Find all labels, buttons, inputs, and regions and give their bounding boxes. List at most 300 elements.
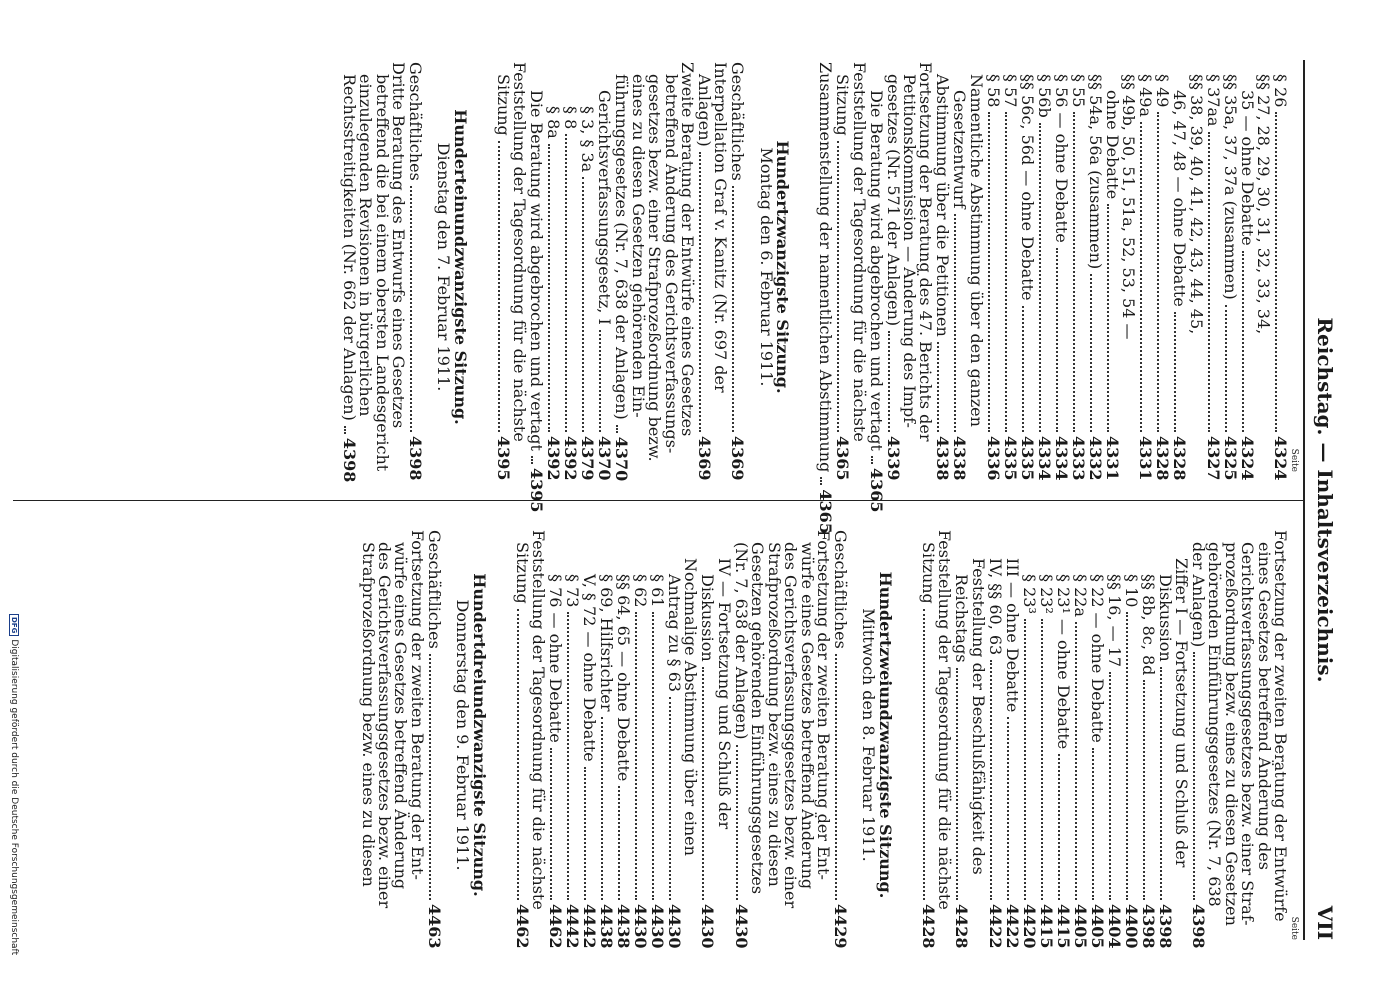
toc-entry [546, 530, 566, 949]
toc-entry [1238, 530, 1258, 940]
page-number: 4324 [1271, 436, 1290, 481]
entry-text: §§ 56c, 56d — ohne Debatte [1017, 74, 1037, 301]
leader-dots [1160, 667, 1162, 900]
entry-text: eines zu diesen Gesetzen gehörenden Ein- [628, 74, 648, 418]
page-number: 4333 [1068, 436, 1088, 481]
toc-entry [764, 530, 784, 940]
toc-entry [966, 62, 986, 472]
entry-text: Fortsetzung der Beratung des 47. Berichts der [916, 62, 936, 442]
entry-text: prozeßordnung bezw. eines zu diesen Gesetzen [1221, 542, 1241, 926]
page-number: 4331 [1102, 436, 1122, 481]
toc-column-2 [358, 530, 1299, 949]
page-number: 4415 [1036, 904, 1056, 949]
page-number: 4370 [595, 436, 615, 481]
entry-text: Fortsetzung der zweiten Beratung der Ent- [407, 530, 427, 880]
entry-text: § 49 [1153, 74, 1173, 108]
leader-dots [1041, 619, 1043, 900]
page-number: 4430 [665, 904, 685, 949]
leader-dots [565, 134, 567, 432]
entry-text: Interpellation Graf v. Kanitz (Nr. 697 der [711, 62, 731, 393]
page-number: 4339 [883, 436, 903, 481]
entry-text: §§ 8b, 8c, 8d [1138, 574, 1158, 676]
entry-text: § 56 — ohne Debatte [1051, 74, 1071, 243]
toc-entry [1173, 530, 1189, 940]
page-number: 4334 [1051, 436, 1071, 481]
session-heading: Hundertzwanzigste Sitzung. [773, 140, 793, 394]
toc-entry [1070, 530, 1090, 949]
toc-entry [1170, 62, 1190, 481]
session-heading: Hunderteinundzwanzigste Sitzung. [450, 109, 470, 425]
page-number: 4462 [546, 904, 566, 949]
leader-dots [954, 214, 956, 432]
leader-dots [990, 660, 992, 900]
toc-entry [1036, 530, 1056, 949]
toc-entry [1102, 62, 1122, 481]
toc-entry [1272, 530, 1288, 940]
leader-dots [703, 667, 705, 900]
entry-text: §§ 35a, 37, 37a (zusammen) [1220, 74, 1240, 300]
footer [0, 4, 19, 1004]
toc-entry [901, 62, 917, 472]
entry-text: führungsgesetzes (Nr. 7, 638 der Anlagen) [612, 74, 632, 420]
toc-entry [358, 530, 378, 940]
toc-entry [375, 530, 395, 940]
entry-text: Diskussion [1155, 574, 1175, 662]
entry-text: Gesetzen gehörenden Einführungsgesetzes [748, 542, 768, 895]
session-date: Donnerstag den 9. Februar 1911. [453, 599, 473, 871]
page-number: 4415 [1053, 904, 1073, 949]
entry-text: 35 — ohne Debatte [1237, 90, 1257, 246]
toc-entry [372, 62, 392, 472]
leader-dots [669, 697, 671, 900]
toc-entry [561, 62, 581, 481]
page-number: 4395 [493, 436, 513, 481]
page-number: 4325 [1220, 436, 1240, 481]
toc-entry [1254, 530, 1274, 940]
entry-text: Sitzung [512, 542, 532, 604]
toc-entry [1237, 62, 1257, 481]
page-number: 4398 [406, 436, 426, 481]
entry-text: Feststellung der Tagesordnung für die nächste [849, 62, 869, 442]
leader-dots [429, 654, 431, 900]
toc-entry [1220, 62, 1240, 481]
toc-entry [918, 530, 938, 949]
leader-dots [1022, 306, 1024, 432]
leader-dots [937, 342, 939, 432]
entry-text: § 56b [1034, 74, 1054, 118]
session-date: Montag den 6. Februar 1911. [756, 147, 776, 387]
page-number: 4422 [1002, 904, 1022, 949]
entry-text: §§ 49b, 50, 51, 51a, 52, 53, 54 — [1119, 74, 1139, 340]
entry-text: der Anlagen) [1188, 542, 1208, 648]
toc-entry [1138, 530, 1158, 949]
toc-entry [1188, 530, 1208, 949]
toc-entry [661, 62, 681, 472]
entry-text: Reichstags [952, 574, 972, 663]
toc-entry [612, 62, 632, 482]
entry-text: § 23¹ — ohne Debatte [1053, 574, 1073, 750]
toc-entry [529, 530, 549, 940]
toc-entry [748, 530, 768, 940]
toc-entry [493, 62, 513, 481]
entry-text: einzulegenden Revisionen in bürgerlichen [356, 74, 376, 417]
page-number: 4429 [830, 904, 850, 949]
entry-text: würfe eines Gesetzes betreffend Änderung [391, 542, 411, 890]
toc-entry [935, 530, 955, 940]
toc-entry [933, 62, 953, 481]
page-number: 4405 [1087, 904, 1107, 949]
entry-text: des Gerichtsverfassungsgesetzes bezw. einer [375, 542, 395, 909]
entry-text: Fortsetzung der zweiten Beratung der Entwürfe [1271, 530, 1290, 922]
page-number: 4338 [933, 436, 953, 481]
toc-entry [716, 530, 732, 940]
entry-text: (Nr. 7, 638 der Anlagen) [731, 542, 751, 740]
leader-dots [635, 612, 637, 900]
page-title: Reichstag. — Inhaltsverzeichnis. [1313, 317, 1337, 683]
entry-text: Anlagen) [694, 74, 714, 147]
leader-dots [1058, 754, 1060, 900]
toc-entry [424, 530, 444, 949]
leader-dots [584, 767, 586, 900]
page-number: 4428 [918, 904, 938, 949]
leader-dots [1056, 248, 1058, 432]
page-number: 4442 [580, 904, 600, 949]
entry-text: ohne Debatte [1102, 90, 1122, 200]
toc-entry [797, 530, 817, 940]
page-number: 4335 [1017, 436, 1037, 481]
entry-text: gehörenden Einführungsgesetzes (Nr. 7, 638 [1205, 542, 1225, 907]
page-number: 4327 [1203, 436, 1223, 481]
toc-entry [985, 530, 1005, 949]
entry-text: Gerichtsverfassungsgesetzes bezw. einer Straf- [1238, 542, 1258, 926]
page-number: 4438 [597, 904, 617, 949]
seite-label: Seite [1289, 916, 1299, 940]
leader-dots [517, 609, 519, 900]
entry-text: Sitzung [493, 74, 513, 136]
page-number: 4392 [544, 436, 564, 481]
entry-text: eines Gesetzes betreffend Änderung des [1254, 542, 1274, 871]
entry-text: IV — Fortsetzung und Schluß der [714, 558, 734, 830]
toc-entry [1153, 62, 1173, 481]
entry-text: Geschäftliches [424, 530, 444, 649]
toc-entry [580, 530, 600, 949]
toc-entry [1186, 62, 1206, 472]
entry-text: § 61 [648, 574, 668, 608]
page-number: 4392 [561, 436, 581, 481]
leader-dots [582, 177, 584, 432]
entry-text: Geschäftliches [830, 530, 850, 649]
page-number: 4365 [866, 467, 886, 513]
toc-column-1 [339, 62, 1299, 534]
entry-text: Geschäftliches [406, 62, 426, 181]
page-number: 4331 [1136, 436, 1156, 481]
toc-entry [648, 530, 668, 949]
toc-entry [406, 62, 426, 481]
toc-entry [1203, 62, 1223, 481]
toc-entry [983, 62, 1003, 481]
toc-entry [512, 530, 532, 949]
leader-dots [1157, 112, 1159, 432]
entry-text: § 73 [563, 574, 583, 608]
entry-text: § 23³ [1019, 574, 1039, 614]
toc-entry [883, 62, 903, 481]
entry-text: § 8 [561, 106, 581, 130]
page-number: 4370 [612, 436, 632, 482]
entry-text: Feststellung der Tagesordnung für die nächste [510, 62, 530, 442]
leader-dots [1275, 112, 1277, 432]
page-number: 4430 [731, 904, 751, 949]
toc-entry [339, 62, 359, 483]
session-heading: Hundertdreiundzwanzigste Sitzung. [469, 573, 489, 897]
leader-dots [1143, 680, 1145, 900]
toc-entry [1155, 530, 1175, 949]
toc-entry [356, 62, 376, 472]
entry-text: § 22 — ohne Debatte [1087, 574, 1107, 743]
entry-text: §§ 38, 39, 40, 41, 42, 43, 44, 45, [1186, 74, 1206, 335]
entry-text: Fortsetzung der zweiten Beratung der Ent- [813, 530, 833, 880]
leader-dots [699, 152, 701, 432]
toc-entry [1000, 62, 1020, 481]
leader-dots [820, 477, 822, 485]
entry-text: §§ 54a, 56a (zusammen) [1085, 74, 1105, 270]
entry-text: § 57 [1000, 74, 1020, 108]
page-number: 4442 [563, 904, 583, 949]
leader-dots [1140, 122, 1142, 432]
entry-text: Strafprozeßordnung bezw. eines zu diesen [764, 542, 784, 887]
toc-entry [968, 530, 988, 940]
funding-note: Digitalisierung gefördert durch die Deutsche Forschungsgemeinschaft [9, 639, 19, 956]
toc-entry [1017, 62, 1037, 481]
entry-text: Dritte Beratung des Entwurfs eines Gesetzes [389, 62, 409, 429]
page-number: 4365 [816, 489, 836, 534]
page-number: 4430 [648, 904, 668, 949]
toc-entry [781, 530, 801, 940]
entry-text: Sitzung [833, 74, 853, 136]
leader-dots [1208, 132, 1210, 432]
entry-text: § 49a [1136, 74, 1156, 117]
entry-text: V, § 72 — ohne Debatte [580, 574, 600, 762]
page-number: 4438 [614, 904, 634, 949]
page-number: 4395 [527, 467, 547, 513]
entry-text: Rechtsstreitigkeiten (Nr. 662 der Anlagen) [339, 74, 359, 421]
session-date: Dienstag den 7. Februar 1911. [434, 142, 454, 392]
entry-text: § 58 [983, 74, 1003, 108]
toc-entry [391, 530, 411, 940]
toc-entry [645, 62, 665, 472]
entry-text: § 22a [1070, 574, 1090, 617]
toc-entry [950, 62, 970, 481]
toc-entry [1019, 530, 1039, 949]
toc-entry [1087, 530, 1107, 949]
toc-entry [1136, 62, 1156, 481]
entry-text: §§ 27, 28, 29, 30, 31, 32, 33, 34, [1254, 74, 1273, 335]
toc-entry [681, 530, 701, 940]
page-number: 4328 [1170, 436, 1190, 481]
toc-entry [631, 530, 651, 949]
toc-entry [563, 530, 583, 949]
page-number: 4462 [512, 904, 532, 949]
page-number: 4336 [983, 436, 1003, 481]
page-number: 4398 [339, 437, 359, 483]
page-number: 4379 [578, 436, 598, 481]
leader-dots [956, 668, 958, 900]
toc-entry [816, 62, 836, 534]
column-divider [13, 500, 1303, 501]
entry-text: § 76 — ohne Debatte [546, 574, 566, 743]
toc-entry [849, 62, 869, 472]
leader-dots [550, 748, 552, 900]
entry-text: § 37aa [1203, 74, 1223, 127]
page-number: 4400 [1121, 904, 1141, 949]
leader-dots [736, 745, 738, 901]
entry-text: §§ 64, 65 — ohne Debatte [614, 574, 634, 782]
entry-text: § 26 [1271, 74, 1290, 108]
toc-entry [1068, 62, 1088, 481]
leader-dots [1039, 123, 1041, 432]
entry-text: Gesetzentwurf [950, 90, 970, 209]
leader-dots [618, 786, 620, 900]
toc-entry [1002, 530, 1022, 949]
entry-text: Zusammenstellung der namentlichen Abstimmung [816, 62, 836, 473]
leader-dots [531, 456, 533, 464]
page-number: 4332 [1085, 436, 1105, 481]
leader-dots [344, 426, 346, 434]
entry-text: Feststellung der Beschlußfähigkeit des [968, 558, 988, 875]
toc-entry [866, 62, 886, 513]
toc-entry [510, 62, 530, 472]
leader-dots [1024, 619, 1026, 900]
leader-dots [1005, 112, 1007, 432]
entry-text: betreffend Änderung des Gerichtsverfassungs- [661, 74, 681, 454]
toc-entry [1221, 530, 1241, 940]
toc-entry [1051, 62, 1071, 481]
leader-dots [1073, 112, 1075, 432]
toc-entry [407, 530, 427, 940]
toc-entry [1034, 62, 1054, 481]
page-number: 4430 [698, 904, 718, 949]
page-number: 4463 [424, 904, 444, 949]
page-number: 4422 [985, 904, 1005, 949]
page-number: 4398 [1155, 904, 1175, 949]
leader-dots [888, 331, 890, 432]
leader-dots [988, 112, 990, 432]
entry-text: § 62 [631, 574, 651, 608]
entry-text: gesetzes (Nr. 571 der Anlagen) [883, 74, 903, 327]
page-number: 4404 [1104, 904, 1124, 949]
leader-dots [1225, 305, 1227, 432]
page-number: 4369 [694, 436, 714, 481]
session-date: Mittwoch den 8. Februar 1911. [859, 608, 879, 862]
entry-text: Namentliche Abstimmung über den ganzen [966, 74, 986, 427]
page-number: 4405 [1070, 904, 1090, 949]
entry-text: § 3, § 3a [578, 106, 598, 173]
leader-dots [871, 456, 873, 464]
toc-entry [628, 62, 648, 472]
toc-entry [1271, 62, 1290, 481]
header-rule [1303, 60, 1305, 940]
page-number: 4398 [1138, 904, 1158, 949]
page-number: 4324 [1237, 436, 1257, 481]
toc-entry [833, 62, 853, 481]
toc-entry [728, 62, 748, 481]
leader-dots [1109, 672, 1111, 900]
page-number: 4328 [1153, 436, 1173, 481]
toc-entry [694, 62, 714, 481]
session-heading: Hundertzweiundzwanzigste Sitzung. [875, 571, 895, 899]
toc-entry [597, 530, 617, 949]
leader-dots [616, 425, 618, 433]
leader-dots [498, 141, 500, 432]
leader-dots [837, 141, 839, 432]
entry-text: des Gerichtsverfassungsgesetzes bezw. einer [781, 542, 801, 909]
leader-dots [599, 330, 601, 432]
toc-entry [698, 530, 718, 949]
leader-dots [835, 654, 837, 900]
page-number: 4365 [833, 436, 853, 481]
toc-entry [916, 62, 936, 472]
page-number: 4430 [631, 904, 651, 949]
toc-entry [544, 62, 564, 481]
entry-text: Die Beratung wird abgebrochen und vertagt [866, 90, 886, 451]
entry-text: 46, 47, 48 — ohne Debatte [1170, 90, 1190, 307]
toc-entry [527, 62, 547, 513]
seite-label: Seite [1289, 448, 1299, 472]
leader-dots [732, 186, 734, 432]
toc-entry [614, 530, 634, 949]
entry-text: IV, §§ 60, 63 [985, 558, 1005, 656]
toc-entry [1053, 530, 1073, 949]
toc-entry [1121, 530, 1141, 949]
page-number: 4334 [1034, 436, 1054, 481]
page-number: 4420 [1019, 904, 1039, 949]
leader-dots [1242, 251, 1244, 432]
entry-text: Diskussion [698, 574, 718, 662]
leader-dots [410, 186, 412, 432]
entry-text: Antrag zu § 63 [665, 574, 685, 693]
toc-entry [1085, 62, 1105, 481]
entry-text: Abstimmung über die Petitionen [933, 74, 953, 337]
entry-text: Ziffer I — Fortsetzung und Schluß der [1171, 558, 1191, 868]
entry-text: Feststellung der Tagesordnung für die nächste [529, 530, 549, 910]
entry-text: gesetzes bezw. einer Strafprozeßordnung bezw. [645, 74, 665, 462]
entry-text: § 69, Hilfsrichter [597, 574, 617, 712]
toc-entry [711, 62, 731, 472]
leader-dots [1075, 622, 1077, 900]
toc-entry [952, 530, 972, 949]
toc-entry [665, 530, 685, 949]
leader-dots [1193, 652, 1195, 900]
leader-dots [1107, 204, 1109, 432]
toc-entry [595, 62, 615, 481]
leader-dots [1090, 274, 1092, 432]
entry-text: Zweite Beratung der Entwürfe eines Gesetzes [677, 62, 697, 437]
entry-text: betreffend die bei einem obersten Landesgericht [372, 74, 392, 472]
entry-text: Sitzung [918, 542, 938, 604]
entry-text: Nochmalige Abstimmung über einen [681, 558, 701, 856]
entry-text: § 55 [1068, 74, 1088, 108]
leader-dots [1007, 717, 1009, 900]
entry-text: Gerichtsverfassungsgesetz, I [595, 90, 615, 325]
leader-dots [567, 612, 569, 900]
leader-dots [652, 612, 654, 900]
entry-text: § 8a [544, 106, 564, 139]
page-number: 4369 [728, 436, 748, 481]
page-number: 4335 [1000, 436, 1020, 481]
toc-entry [731, 530, 751, 949]
entry-text: Petitionskommission — Änderung des Impf- [899, 74, 919, 428]
entry-text: Feststellung der Tagesordnung für die nächste [935, 530, 955, 910]
entry-text: Die Beratung wird abgebrochen und vertagt [527, 90, 547, 451]
